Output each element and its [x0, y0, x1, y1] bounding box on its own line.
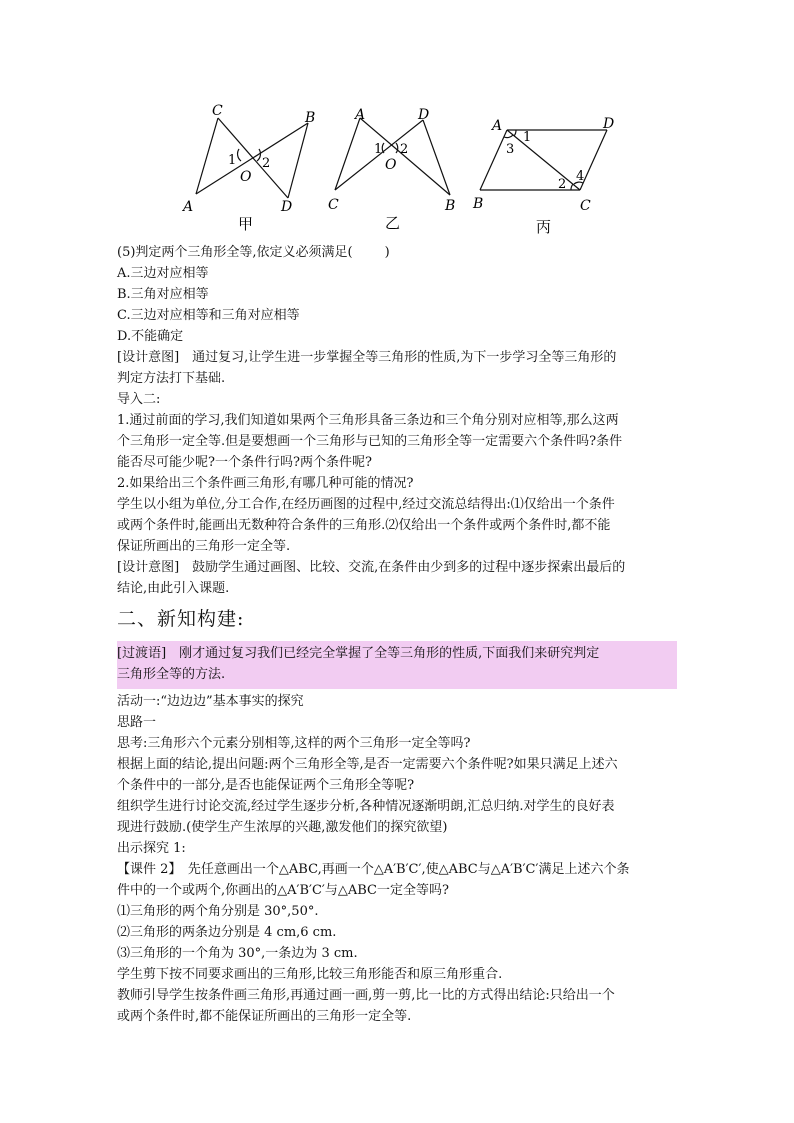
point-A: A: [355, 107, 366, 123]
intro2-p2: 2.如果给出三个条件画三角形,有哪几种可能的情况?: [117, 476, 414, 491]
point-C: C: [328, 197, 339, 213]
angle-1: 1: [228, 153, 237, 168]
intro2-p3-line3: 保证所画出的三角形一定全等.: [117, 539, 291, 554]
transition-line1: [过渡语] 刚才通过复习我们已经完全掌握了全等三角形的性质,下面我们来研究判定: [117, 646, 600, 661]
point-A: A: [492, 118, 503, 134]
figure-jia: [180, 103, 320, 233]
point-O: O: [240, 169, 252, 185]
organize-line2: 现进行鼓励.(使学生产生浓厚的兴趣,激发他们的探究欲望): [117, 820, 448, 835]
explore-1-title: 出示探究 1:: [117, 841, 186, 856]
option-b: B.三角对应相等: [117, 287, 209, 302]
point-C: C: [212, 103, 223, 119]
figure-caption: 丙: [536, 218, 552, 236]
figure-caption: 甲: [238, 215, 254, 233]
question-line1: 根据上面的结论,提出问题:两个三角形全等,是否一定需要六个条件呢?如果只满足上述六: [117, 757, 618, 772]
option-a: A.三边对应相等: [117, 266, 209, 281]
activity-1-title: 活动一:“边边边”基本事实的探究: [117, 694, 304, 709]
angle-1: 1: [523, 130, 532, 145]
conclusion-line2: 或两个条件时,都不能保证所画出的三角形一定全等.: [117, 1009, 412, 1024]
figure-yi: [320, 103, 470, 233]
point-B: B: [473, 196, 484, 212]
angle-1: 1: [374, 142, 383, 157]
intro2-p1-line2: 个三角形一定全等.但是要想画一个三角形与已知的三角形全等一定需要六个条件吗?条件: [117, 434, 623, 449]
point-B: B: [445, 198, 456, 214]
intro2-p3-line1: 学生以小组为单位,分工合作,在经历画图的过程中,经过交流总结得出:⑴仅给出一个条件: [117, 497, 615, 512]
angle-4: 4: [576, 169, 585, 184]
document-body: [117, 242, 677, 1027]
point-B: B: [305, 110, 316, 126]
intro2-p1-line3: 能否尽可能少呢?一个条件行吗?两个条件呢?: [117, 455, 372, 470]
point-D: D: [418, 107, 430, 123]
condition-2: ⑵三角形的两条边分别是 4 cm,6 cm.: [117, 925, 337, 940]
option-d: D.不能确定: [117, 329, 184, 344]
idea-1: 思路一: [117, 715, 157, 730]
design-intent-1-line1: [设计意图] 通过复习,让学生进一步掌握全等三角形的性质,为下一步学习全等三角形的: [117, 350, 617, 365]
figure-caption: 乙: [385, 214, 401, 232]
section-heading: 二、新知构建:: [117, 608, 245, 630]
design-intent-1-line2: 判定方法打下基础.: [117, 371, 226, 386]
question-line2: 个条件中的一部分,是否也能保证两个三角形全等呢?: [117, 778, 415, 793]
figure-bing: [470, 108, 640, 238]
intro2-p1-line1: 1.通过前面的学习,我们知道如果两个三角形具备三条边和三个角分别对应相等,那么这两: [117, 413, 619, 428]
question-5-stem: (5)判定两个三角形全等,依定义必须满足( ): [117, 245, 390, 260]
condition-3: ⑶三角形的一个角为 30°,一条边为 3 cm.: [117, 946, 358, 961]
design-intent-2-line2: 结论,由此引入课题.: [117, 581, 230, 596]
angle-2: 2: [558, 177, 567, 192]
point-O: O: [385, 157, 397, 173]
courseware-line2: 件中的一个或两个,你画出的△A′B′C′与△ABC一定全等吗?: [117, 883, 449, 898]
point-D: D: [603, 116, 615, 132]
organize-line1: 组织学生进行讨论交流,经过学生逐步分析,各种情况逐渐明朗,汇总归纳.对学生的良好表: [117, 799, 615, 814]
angle-2: 2: [262, 156, 271, 171]
point-D: D: [281, 199, 293, 215]
transition-line2: 三角形全等的方法.: [117, 667, 226, 682]
condition-1: ⑴三角形的两个角分别是 30°,50°.: [117, 904, 319, 919]
point-C: C: [580, 198, 591, 214]
transition-box: [117, 641, 677, 689]
option-c: C.三边对应相等和三角对应相等: [117, 308, 300, 323]
students-cut: 学生剪下按不同要求画出的三角形,比较三角形能否和原三角形重合.: [117, 967, 503, 982]
intro2-p3-line2: 或两个条件时,能画出无数种符合条件的三角形.⑵仅给出一个条件或两个条件时,都不能: [117, 518, 611, 533]
intro2-title: 导入二:: [117, 392, 161, 407]
think-question: 思考:三角形六个元素分别相等,这样的两个三角形一定全等吗?: [117, 736, 471, 751]
angle-2: 2: [400, 142, 409, 157]
angle-3: 3: [506, 142, 515, 157]
design-intent-2-line1: [设计意图] 鼓励学生通过画图、比较、交流,在条件由少到多的过程中逐步探索出最后的: [117, 560, 626, 575]
conclusion-line1: 教师引导学生按条件画三角形,再通过画一画,剪一剪,比一比的方式得出结论:只给出一个: [117, 988, 615, 1003]
courseware-line1: 【课件 2】 先任意画出一个△ABC,再画一个△A′B′C′,使△ABC与△A′B′C′满足上述六个条: [117, 862, 630, 877]
point-A: A: [183, 199, 194, 215]
